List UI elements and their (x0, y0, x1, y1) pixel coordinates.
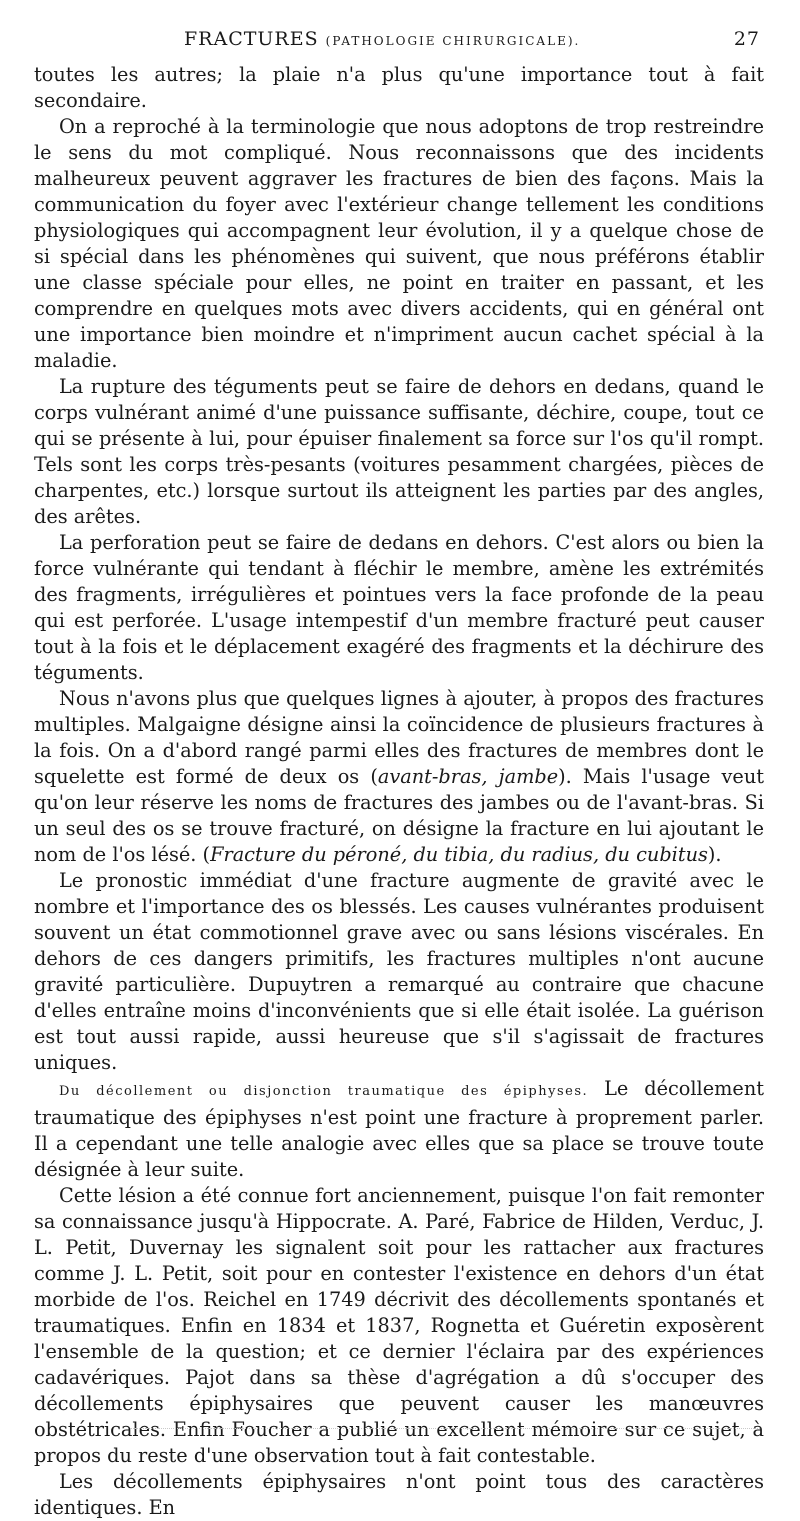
section-heading: Du décollement ou disjonction traumatique des épiphyses. (59, 1084, 589, 1099)
paragraph-history: Cette lésion a été connue fort anciennement, puisque l'on fait remonter sa connaissance jusqu'à Hippocrate. A. Paré, Fabrice de Hilden, Verduc, J. L. Petit, Duvernay les signalent soit pour les rattacher aux fractures comme J. L. Petit, soit pour en contester l'existence en dehors d'un état morbide de l'os. Reichel en 1749 décrivit des décollements spontanés et traumatiques. Enfin en 1834 et 1837, Rognetta et Guéretin exposèrent l'ensemble de la question; et ce dernier l'éclaira par des expériences cadavériques. Pajot dans sa thèse d'agrégation a dû s'occuper des décollements épiphysaires que peuvent causer les manœuvres obstétricales. Enfin Foucher a publié un excellent mémoire sur ce sujet, à propos du reste d'une observation tout à fait contestable. (34, 1184, 764, 1467)
paragraph: La rupture des téguments peut se faire de dehors en dedans, quand le corps vulnérant animé d'une puissance suffisante, déchire, coupe, tout ce qui se présente à lui, pour épuiser finalement sa force sur l'os qu'il rompt. Tels sont les corps très-pesants (voitures pesamment chargées, pièces de charpentes, etc.) lorsque surtout ils atteignent les parties par des angles, des arêtes. (34, 375, 764, 528)
paragraph-last-line: Les décollements épiphysaires n'ont point tous des caractères identiques. En (34, 1470, 764, 1519)
text-run: ). Mais l'usage veut qu'on leur réserve les noms de fractures des jambes ou de l'avant-bras. Si un seul des os se trouve fracturé, on désigne la fracture en lui ajoutant le nom de l'os lésé. ( (34, 765, 764, 866)
paragraph: La perforation peut se faire de dedans en dehors. C'est alors ou bien la force vulnérante qui tendant à fléchir le membre, amène les extrémités des fragments, irrégulières et pointues vers la face profonde de la peau qui est perforée. L'usage intempestif d'un membre fracturé peut causer tout à la fois et le déplacement exagéré des fragments et la déchirure des téguments. (34, 531, 764, 684)
page-bottom-noise (130, 1428, 760, 1429)
italic-run: avant-bras, jambe (377, 765, 559, 788)
header-subtitle: (PATHOLOGIE CHIRURGICALE). (325, 34, 581, 48)
paragraph-section (34, 1076, 764, 1183)
page-number: 27 (733, 28, 760, 50)
paragraph: toutes les autres; la plaie n'a plus qu'une importance tout à fait secondaire. (34, 63, 764, 112)
italic-run: Fracture du péroné, du tibia, du radius, du cubitus (210, 843, 708, 866)
section-text: Le décollement traumatique des épiphyses n'est point une fracture à proprement parler. Il a cependant une telle analogie avec elles que sa place se trouve toute désignée à leur suite. (34, 1077, 764, 1181)
running-title (184, 28, 580, 50)
paragraph-multiple-fractures (34, 686, 764, 868)
header-title: FRACTURES (184, 28, 319, 50)
body-text (34, 62, 764, 1521)
running-head (34, 28, 760, 56)
text-run: Nous n'avons plus que quelques lignes à ajouter, à propos des fractures multiples. Malgaigne désigne ainsi la coïncidence de plusieurs fractures à la fois. On a d'abord rangé parmi elles des fractures de membres dont le squelette est formé de deux os ( (34, 687, 764, 788)
paragraph: On a reproché à la terminologie que nous adoptons de trop restreindre le sens du mot compliqué. Nous reconnaissons que des incidents malheureux peuvent aggraver les fractures de bien des façons. Mais la communication du foyer avec l'extérieur change tellement les conditions physiologiques qui accompagnent leur évolution, il y a quelque chose de si spécial dans les phénomènes qui suivent, que nous préférons établir une classe spéciale pour elles, ne point en traiter en passant, et les comprendre en quelques mots avec divers accidents, qui en général ont une importance bien moindre et n'impriment aucun cachet spécial à la maladie. (34, 115, 764, 372)
text-run: ). (707, 843, 722, 866)
paragraph-prognosis: Le pronostic immédiat d'une fracture augmente de gravité avec le nombre et l'importance des os blessés. Les causes vulnérantes produisent souvent un état commotionnel grave avec ou sans lésions viscérales. En dehors de ces dangers primitifs, les fractures multiples n'ont aucune gravité particulière. Dupuytren a remarqué au contraire que chacune d'elles entraîne moins d'inconvénients que si elle était isolée. La guérison est tout aussi rapide, aussi heureuse que s'il s'agissait de fractures uniques. (34, 869, 764, 1074)
